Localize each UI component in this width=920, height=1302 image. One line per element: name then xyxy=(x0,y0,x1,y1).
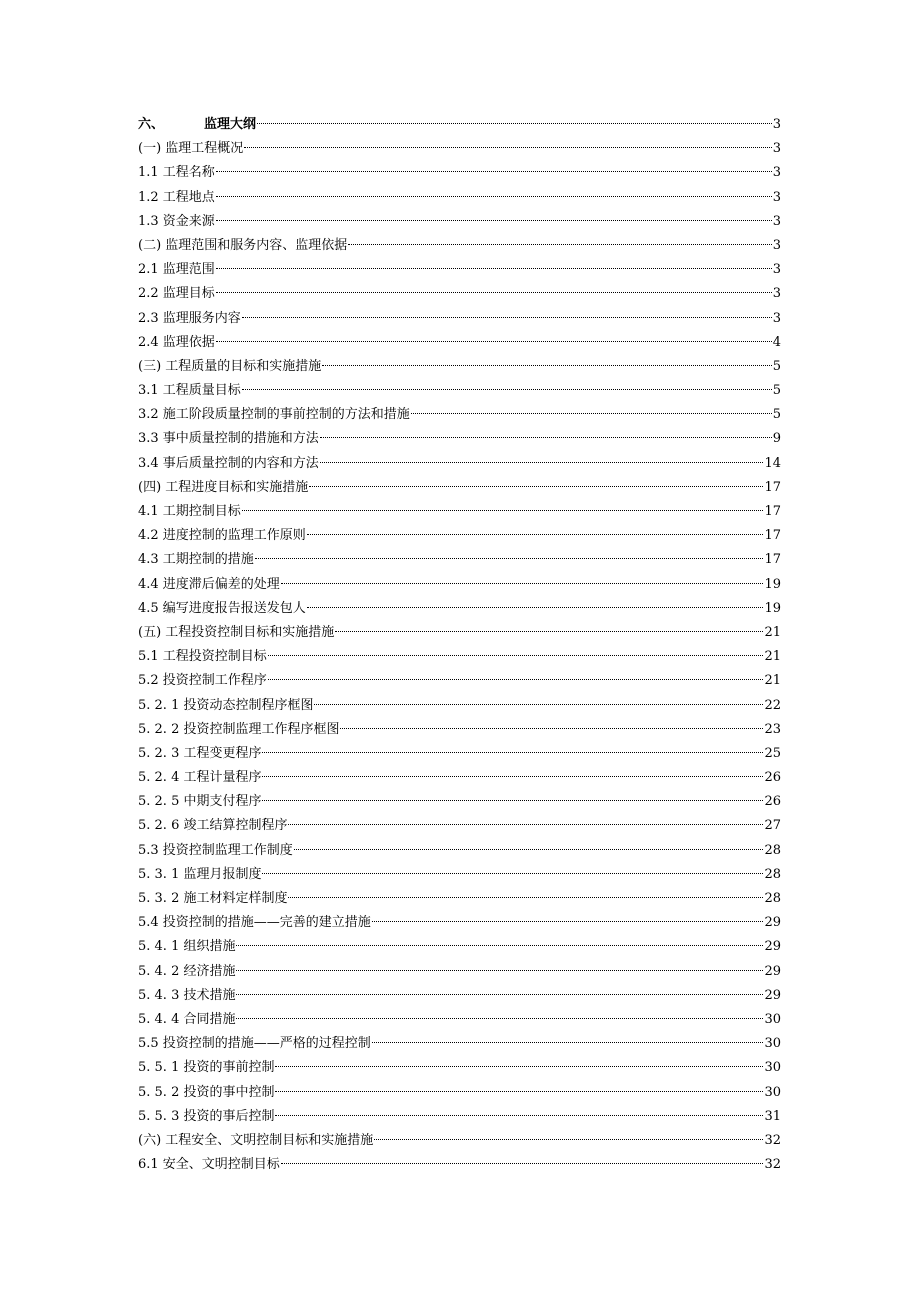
toc-page-number: 26 xyxy=(764,770,781,786)
toc-dot-leader xyxy=(320,437,772,438)
toc-entry-title: (五) 工程投资控制目标和实施措施 xyxy=(138,624,335,640)
toc-dot-leader xyxy=(372,921,764,922)
toc-page-number: 30 xyxy=(764,1060,781,1076)
toc-dot-leader xyxy=(307,534,764,535)
toc-entry-title: 2.1 监理范围 xyxy=(138,262,215,278)
toc-dot-leader xyxy=(348,244,771,245)
table-of-contents xyxy=(138,113,781,1177)
toc-dot-leader xyxy=(216,292,772,293)
toc-entry[interactable] xyxy=(138,1081,781,1105)
toc-page-number: 25 xyxy=(764,745,781,761)
toc-entry[interactable] xyxy=(138,1008,781,1032)
toc-dot-leader xyxy=(320,462,764,463)
toc-page-number: 17 xyxy=(764,479,781,495)
toc-entry[interactable] xyxy=(138,379,781,403)
toc-dot-leader xyxy=(275,1091,763,1092)
toc-page-number: 21 xyxy=(764,673,781,689)
toc-entry-title: 4.3 工期控制的措施 xyxy=(138,552,254,568)
toc-entry-title: 5. 2. 6 竣工结算控制程序 xyxy=(138,818,288,834)
toc-entry-number: 六、 xyxy=(138,117,165,132)
toc-entry[interactable] xyxy=(138,863,781,887)
toc-dot-leader xyxy=(335,631,763,632)
toc-page-number: 32 xyxy=(764,1157,781,1173)
toc-page-number: 5 xyxy=(772,407,781,423)
toc-entry-title: 1.3 资金来源 xyxy=(138,213,215,229)
toc-page-number: 3 xyxy=(772,141,781,157)
toc-entry[interactable] xyxy=(138,210,781,234)
toc-page-number: 9 xyxy=(772,431,781,447)
toc-page-number: 30 xyxy=(764,1084,781,1100)
toc-entry-title: (六) 工程安全、文明控制目标和实施措施 xyxy=(138,1132,374,1148)
toc-page-number: 3 xyxy=(772,310,781,326)
toc-entry-title: 2.3 监理服务内容 xyxy=(138,310,241,326)
toc-dot-leader xyxy=(242,389,772,390)
toc-page-number: 29 xyxy=(764,963,781,979)
toc-page-number: 29 xyxy=(764,915,781,931)
toc-page-number: 21 xyxy=(764,624,781,640)
toc-entry[interactable] xyxy=(138,887,781,911)
toc-page-number: 14 xyxy=(764,455,781,471)
toc-dot-leader xyxy=(288,897,763,898)
toc-page-number: 5 xyxy=(772,383,781,399)
toc-page-number: 30 xyxy=(764,1036,781,1052)
toc-entry-title: 3.1 工程质量目标 xyxy=(138,383,241,399)
toc-dot-leader xyxy=(374,1139,763,1140)
toc-entry[interactable] xyxy=(138,403,781,427)
toc-page-number: 19 xyxy=(764,576,781,592)
toc-page-number: 28 xyxy=(764,842,781,858)
toc-page-number: 27 xyxy=(764,818,781,834)
toc-dot-leader xyxy=(314,704,763,705)
toc-entry[interactable] xyxy=(138,331,781,355)
toc-entry-title: (一) 监理工程概况 xyxy=(138,141,244,157)
toc-entry[interactable] xyxy=(138,814,781,838)
toc-dot-leader xyxy=(255,558,764,559)
toc-dot-leader xyxy=(262,752,763,753)
toc-page-number: 26 xyxy=(764,794,781,810)
toc-dot-leader xyxy=(322,365,771,366)
toc-entry[interactable] xyxy=(138,621,781,645)
toc-entry-title: 5.3 投资控制监理工作制度 xyxy=(138,842,293,858)
toc-entry[interactable] xyxy=(138,113,781,137)
toc-entry[interactable] xyxy=(138,161,781,185)
toc-entry[interactable] xyxy=(138,1105,781,1129)
toc-entry[interactable] xyxy=(138,307,781,331)
toc-entry-title: 4.4 进度滞后偏差的处理 xyxy=(138,576,280,592)
toc-dot-leader xyxy=(242,510,764,511)
toc-dot-leader xyxy=(309,486,763,487)
toc-entry[interactable] xyxy=(138,1032,781,1056)
toc-entry[interactable] xyxy=(138,1056,781,1080)
toc-entry-title: 5. 2. 1 投资动态控制程序框图 xyxy=(138,697,314,713)
toc-entry[interactable] xyxy=(138,742,781,766)
toc-entry[interactable] xyxy=(138,427,781,451)
toc-entry-title: 监理大纲 xyxy=(204,117,257,132)
toc-entry-title: (三) 工程质量的目标和实施措施 xyxy=(138,358,322,374)
toc-page-number: 21 xyxy=(764,649,781,665)
toc-dot-leader xyxy=(411,413,772,414)
toc-dot-leader xyxy=(372,1042,764,1043)
toc-entry-title: 5. 5. 3 投资的事后控制 xyxy=(138,1108,275,1124)
toc-page-number: 3 xyxy=(772,286,781,302)
toc-page-number: 31 xyxy=(764,1108,781,1124)
toc-entry[interactable] xyxy=(138,1129,781,1153)
toc-entry-title: 5.2 投资控制工作程序 xyxy=(138,673,267,689)
toc-page-number: 3 xyxy=(772,262,781,278)
toc-dot-leader xyxy=(307,607,764,608)
toc-page-number: 3 xyxy=(772,117,781,132)
toc-entry[interactable] xyxy=(138,718,781,742)
toc-entry-title: (二) 监理范围和服务内容、监理依据 xyxy=(138,237,348,253)
toc-entry[interactable] xyxy=(138,500,781,524)
toc-entry-title: 5.4 投资控制的措施——完善的建立措施 xyxy=(138,915,371,931)
toc-page-number: 29 xyxy=(764,939,781,955)
toc-entry-title: (四) 工程进度目标和实施措施 xyxy=(138,479,309,495)
toc-dot-leader xyxy=(262,873,763,874)
toc-entry[interactable] xyxy=(138,911,781,935)
toc-dot-leader xyxy=(294,849,764,850)
toc-dot-leader xyxy=(288,824,763,825)
toc-page-number: 29 xyxy=(764,987,781,1003)
toc-page-number: 30 xyxy=(764,1011,781,1027)
toc-dot-leader xyxy=(216,171,772,172)
toc-dot-leader xyxy=(244,147,771,148)
toc-page-number: 28 xyxy=(764,866,781,882)
toc-dot-leader xyxy=(281,583,764,584)
toc-entry-title: 5.1 工程投资控制目标 xyxy=(138,649,267,665)
toc-dot-leader xyxy=(281,1163,764,1164)
toc-entry-title: 5. 2. 3 工程变更程序 xyxy=(138,745,262,761)
toc-dot-leader xyxy=(236,994,763,995)
toc-dot-leader xyxy=(236,1018,763,1019)
toc-entry-title: 5. 2. 4 工程计量程序 xyxy=(138,770,262,786)
toc-dot-leader xyxy=(242,317,772,318)
toc-entry[interactable] xyxy=(138,258,781,282)
toc-entry-title: 4.2 进度控制的监理工作原则 xyxy=(138,528,306,544)
toc-entry-title: 5. 4. 1 组织措施 xyxy=(138,939,236,955)
toc-entry-title: 5. 5. 1 投资的事前控制 xyxy=(138,1060,275,1076)
toc-page-number: 28 xyxy=(764,891,781,906)
toc-page-number: 32 xyxy=(764,1132,781,1148)
toc-entry-title: 6.1 安全、文明控制目标 xyxy=(138,1157,280,1173)
toc-entry-title: 5. 4. 2 经济措施 xyxy=(138,963,236,979)
toc-entry[interactable] xyxy=(138,984,781,1008)
toc-dot-leader xyxy=(216,268,772,269)
toc-dot-leader xyxy=(262,800,763,801)
toc-entry[interactable] xyxy=(138,234,781,258)
toc-entry-title: 1.2 工程地点 xyxy=(138,189,215,205)
toc-page-number: 3 xyxy=(772,189,781,205)
toc-dot-leader xyxy=(216,196,772,197)
toc-dot-leader xyxy=(275,1115,763,1116)
toc-page-number: 17 xyxy=(764,504,781,519)
toc-entry[interactable] xyxy=(138,137,781,161)
toc-page-number: 22 xyxy=(764,697,781,713)
toc-dot-leader xyxy=(216,220,772,221)
toc-entry[interactable] xyxy=(138,935,781,959)
toc-entry[interactable] xyxy=(138,694,781,718)
toc-entry-title: 5. 4. 3 技术措施 xyxy=(138,987,236,1003)
toc-entry[interactable] xyxy=(138,524,781,548)
toc-entry[interactable] xyxy=(138,960,781,984)
toc-entry-title: 1.1 工程名称 xyxy=(138,165,215,181)
toc-dot-leader xyxy=(262,776,763,777)
toc-entry-title: 4.1 工期控制目标 xyxy=(138,504,241,519)
toc-page-number: 17 xyxy=(764,528,781,544)
toc-dot-leader xyxy=(268,679,764,680)
toc-entry-title: 5. 3. 1 监理月报制度 xyxy=(138,866,262,882)
toc-page-number: 17 xyxy=(764,552,781,568)
toc-entry-title: 3.3 事中质量控制的措施和方法 xyxy=(138,431,319,447)
toc-entry-title: 2.4 监理依据 xyxy=(138,334,215,350)
toc-entry[interactable] xyxy=(138,573,781,597)
toc-entry[interactable] xyxy=(138,548,781,572)
toc-entry[interactable] xyxy=(138,790,781,814)
toc-entry[interactable] xyxy=(138,476,781,500)
toc-page-number: 4 xyxy=(772,334,781,350)
toc-entry[interactable] xyxy=(138,355,781,379)
toc-page-number: 23 xyxy=(764,721,781,737)
toc-entry[interactable] xyxy=(138,1153,781,1177)
toc-entry-title: 5. 4. 4 合同措施 xyxy=(138,1011,236,1027)
toc-entry-title: 5. 2. 5 中期支付程序 xyxy=(138,794,262,810)
toc-entry-title: 2.2 监理目标 xyxy=(138,286,215,302)
toc-dot-leader xyxy=(340,728,763,729)
toc-page-number: 5 xyxy=(772,358,781,374)
toc-dot-leader xyxy=(257,123,772,124)
toc-entry-title: 4.5 编写进度报告报送发包人 xyxy=(138,600,306,616)
toc-entry-title: 3.2 施工阶段质量控制的事前控制的方法和措施 xyxy=(138,407,410,423)
toc-page-number: 3 xyxy=(772,237,781,253)
toc-entry-title: 3.4 事后质量控制的内容和方法 xyxy=(138,455,319,471)
toc-dot-leader xyxy=(275,1066,763,1067)
toc-dot-leader xyxy=(216,341,772,342)
toc-dot-leader xyxy=(236,970,763,971)
toc-dot-leader xyxy=(236,945,763,946)
toc-entry-title: 5.5 投资控制的措施——严格的过程控制 xyxy=(138,1036,371,1052)
toc-entry-title: 5. 5. 2 投资的事中控制 xyxy=(138,1084,275,1100)
toc-dot-leader xyxy=(268,655,764,656)
toc-entry[interactable] xyxy=(138,766,781,790)
toc-entry[interactable] xyxy=(138,597,781,621)
toc-entry[interactable] xyxy=(138,839,781,863)
toc-entry[interactable] xyxy=(138,645,781,669)
toc-page-number: 19 xyxy=(764,600,781,616)
toc-page-number: 3 xyxy=(772,165,781,181)
toc-entry-title: 5. 3. 2 施工材料定样制度 xyxy=(138,891,288,906)
toc-entry[interactable] xyxy=(138,669,781,693)
toc-entry[interactable] xyxy=(138,282,781,306)
toc-entry[interactable] xyxy=(138,452,781,476)
toc-page-number: 3 xyxy=(772,213,781,229)
toc-entry-title: 5. 2. 2 投资控制监理工作程序框图 xyxy=(138,721,340,737)
toc-entry[interactable] xyxy=(138,186,781,210)
